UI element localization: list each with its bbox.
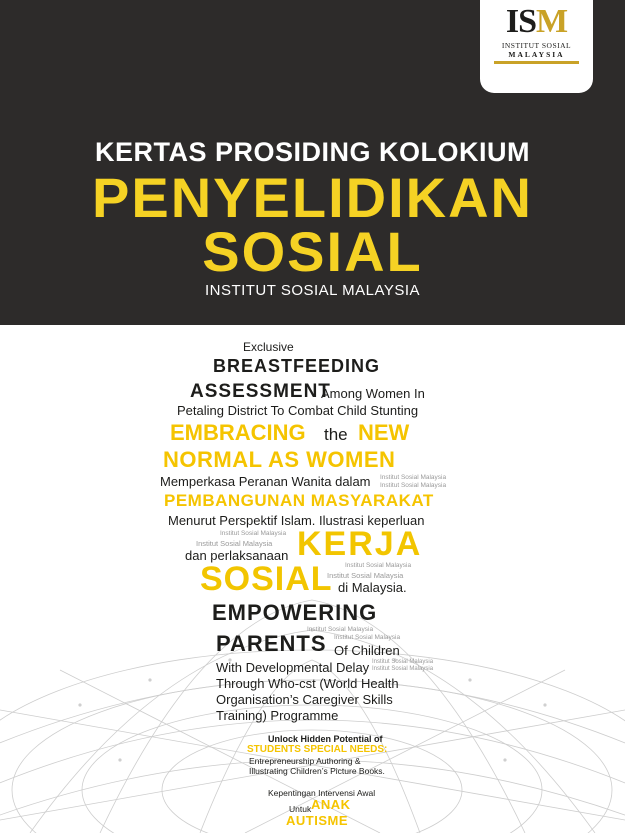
- cloud-anak: ANAK: [311, 797, 351, 812]
- cloud-new: NEW: [358, 420, 410, 445]
- cloud-autisme: AUTISME: [286, 813, 348, 828]
- cloud-embracing: EMBRACING: [170, 420, 306, 445]
- cloud-normal-as-women: NORMAL AS WOMEN: [163, 447, 396, 472]
- cloud-watermark-6: Institut Sosial Malaysia: [327, 571, 404, 580]
- logo-text-line1: INSTITUT SOSIAL: [501, 41, 572, 50]
- logo-initials-right: M: [536, 3, 568, 40]
- cloud-kepentingan: Kepentingan Intervensi Awal: [268, 788, 376, 798]
- logo-divider: [494, 61, 579, 64]
- cloud-organisation: Organisation’s Caregiver Skills: [216, 692, 393, 707]
- logo-text-line2: MALAYSIA: [508, 50, 565, 59]
- cover-title-line2: SOSIAL: [202, 220, 423, 283]
- cloud-illustrating: Illustrating Children’s Picture Books.: [249, 766, 385, 776]
- cloud-watermark-9: Institut Sosial Malaysia: [372, 659, 434, 665]
- cover-publisher: INSTITUT SOSIAL MALAYSIA: [204, 282, 421, 299]
- logo-initials: [480, 4, 593, 40]
- cover-kicker: KERTAS PROSIDING KOLOKIUM: [94, 137, 530, 167]
- ism-logo: [480, 0, 593, 93]
- cloud-empowering: EMPOWERING: [212, 600, 378, 625]
- cloud-menurut: Menurut Perspektif Islam. Ilustrasi keperluan: [168, 513, 425, 528]
- cloud-breastfeeding: BREASTFEEDING: [213, 356, 381, 376]
- cloud-training: Training) Programme: [216, 708, 339, 723]
- cloud-watermark-2: Institut Sosial Malaysia: [380, 482, 447, 489]
- cloud-watermark-7: Institut Sosial Malaysia: [307, 626, 374, 633]
- cloud-with-delay: With Developmental Delay: [216, 660, 370, 675]
- cloud-kerja: KERJA: [297, 525, 423, 563]
- cloud-through: Through Who-cst (World Health: [216, 676, 399, 691]
- cover-title-line1: PENYELIDIKAN: [92, 166, 533, 229]
- cloud-watermark-4: Institut Sosial Malaysia: [196, 539, 273, 548]
- cloud-untuk: Untuk: [289, 804, 312, 814]
- cloud-among-women: Among Women In: [321, 386, 425, 401]
- cloud-watermark-5: Institut Sosial Malaysia: [345, 562, 412, 569]
- cloud-sosial: SOSIAL: [200, 560, 333, 598]
- cloud-watermark-10: Institut Sosial Malaysia: [372, 666, 434, 672]
- cloud-watermark-1: Institut Sosial Malaysia: [380, 474, 447, 481]
- cloud-assessment: ASSESSMENT: [190, 381, 331, 402]
- cloud-pembangunan: PEMBANGUNAN MASYARAKAT: [164, 491, 434, 510]
- cloud-dan-perlaksanaan: dan perlaksanaan: [185, 548, 289, 563]
- cloud-parents: PARENTS: [216, 631, 327, 656]
- cloud-of-children: Of Children: [334, 643, 400, 658]
- cloud-watermark-8: Institut Sosial Malaysia: [334, 634, 401, 641]
- cloud-petaling: Petaling District To Combat Child Stunting: [177, 403, 419, 418]
- cloud-watermark-3: Institut Sosial Malaysia: [220, 530, 287, 537]
- cloud-di-malaysia: di Malaysia.: [338, 580, 407, 595]
- cloud-unlock: Unlock Hidden Potential of: [268, 734, 383, 744]
- cover-header: [0, 0, 625, 325]
- cloud-memperkasa: Memperkasa Peranan Wanita dalam: [160, 474, 371, 489]
- logo-initials-left: IS: [505, 3, 537, 40]
- cloud-exclusive: Exclusive: [243, 340, 294, 354]
- cloud-the: the: [324, 425, 348, 444]
- cloud-entrepreneurship: Entrepreneurship Authoring &: [249, 756, 361, 766]
- cloud-students: STUDENTS SPECIAL NEEDS:: [247, 744, 388, 755]
